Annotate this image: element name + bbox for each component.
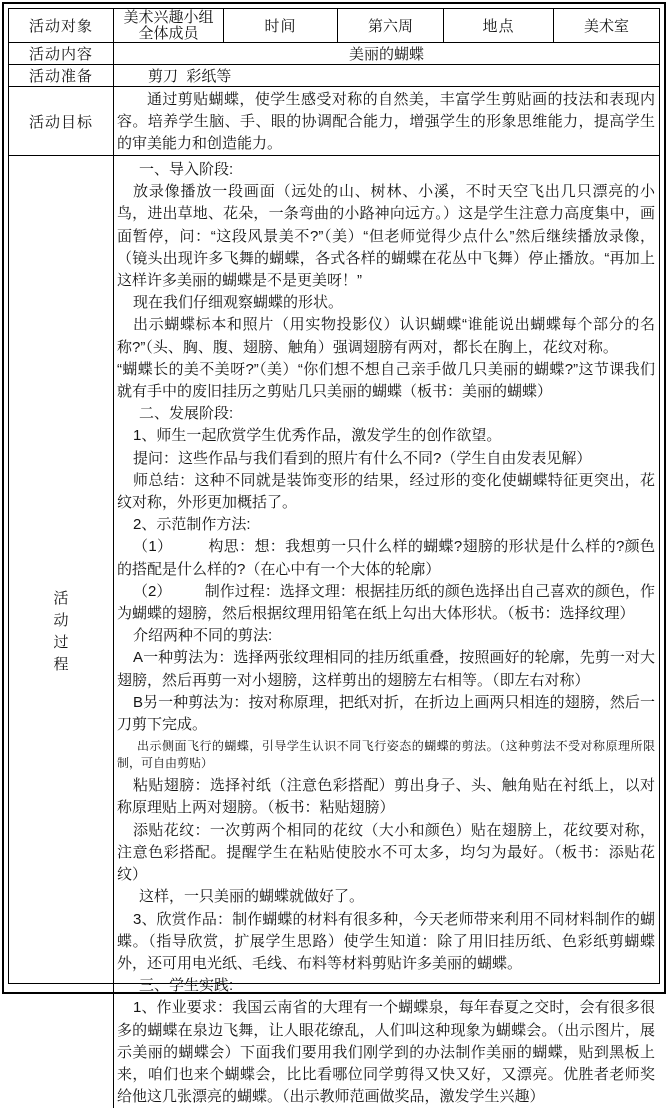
cell-time-label: 时间 [224,9,338,42]
cell-activity-content-label: 活动内容 [9,43,114,64]
cell-activity-target-value [114,87,659,155]
process-paragraph: 粘贴翅膀：选择衬纸（注意色彩搭配）剪出身子、头、触角贴在衬纸上，以对称原理贴上两对翅膀。（板书：粘贴翅膀） [117,777,655,817]
process-paragraph: 现在我们仔细观察蝴蝶的形状。 [133,294,344,312]
process-paragraph: 三、学生实践: [139,977,234,995]
process-paragraph: （1） 构思：想：我想剪一只什么样的蝴蝶?翅膀的形状是什么样的?颜色的搭配是什么样的?（在心中有一个大体的轮廓） [117,538,655,578]
process-paragraph: 二、发展阶段: [139,405,234,423]
cell-place-value: 美术室 [583,18,629,35]
process-paragraphs [114,156,659,1108]
process-paragraph: 出示蝴蝶标本和照片（用实物投影仪）认识蝴蝶“谁能说出蝴蝶每个部分的名称?”（头、胸、腹、翅膀、触角）强调翅膀有两对，都长在胸上，花纹对称。 [117,316,655,356]
process-paragraph: 1、师生一起欣赏学生优秀作品，激发学生的创作欲望。 [133,427,502,445]
activity-target-text: 通过剪贴蝴蝶，使学生感受对称的自然美，丰富学生剪贴画的技法和表现内容。培养学生脑、手、眼的协调配合能力，增强学生的形象思维能力，提高学生的审美能力和创造能力。 [117,91,655,152]
process-paragraph: 2、示范制作方法: [133,516,251,534]
table-row-target [9,87,659,156]
table-row-process [9,156,659,1108]
table-row-prepare [9,65,659,87]
cell-time-value: 第六周 [338,9,444,42]
process-paragraph: 一、导入阶段: [139,161,234,178]
process-label [9,156,114,1108]
process-paragraph: 放录像播放一段画面（远处的山、树林、小溪，不时天空飞出几只漂亮的小鸟，进出草地、花朵，一条弯曲的小路神向远方。）这是学生注意力高度集中，画面暂停，问：“这段风景美不?”（美）“但老师觉得少点什么”然后继续播放录像，（镜头出现许多飞舞的蝴蝶，各式各样的蝴蝶在花丛中飞舞）停止播放。“再加上这样许多美丽的蝴蝶是不是更美呀！” [117,183,655,290]
process-paragraph: 1、作业要求：我国云南省的大理有一个蝴蝶泉，每年春夏之交时，会有很多很多的蝴蝶在泉边飞舞，让人眼花缭乱，人们叫这种现象为蝴蝶会。（出示图片，展示美丽的蝴蝶会）下面我们要用我们刚学到的办法制作美丽的蝴蝶，贴到黑板上来，咱们也来个蝴蝶会，比比看哪位同学剪得又快又好，又漂亮。优胜者老师奖给他这几张漂亮的蝴蝶。（出示教师范画做奖品，激发学生兴趣） [117,999,655,1106]
process-label-char: 活 [53,590,69,608]
process-paragraph: B另一种剪法为：按对称原理，把纸对折，在折边上画两只相连的翅膀，然后一刀剪下完成。 [117,693,655,734]
process-paragraph: 添贴花纹：一次剪两个相同的花纹（大小和颜色）贴在翅膀上，花纹要对称，注意色彩搭配。提醒学生在粘贴使胶水不可太多，均匀为最好。（板书：添贴花纹） [117,821,655,884]
process-paragraph: A一种剪法为：选择两张纹理相同的挂历纸重叠，按照画好的轮廓，先剪一对大翅膀，然后再剪一对小翅膀，这样剪出的翅膀左右相等。（即左右对称） [117,649,655,689]
process-paragraph: （2） 制作过程：选择文理：根据挂历纸的颜色选择出自己喜欢的颜色，作为蝴蝶的翅膀，然后根据纹理用铅笔在纸上勾出大体形状。（板书：选择纹理） [117,582,655,623]
process-paragraph: 师总结：这种不同就是装饰变形的结果，经过形的变化使蝴蝶特征更突出，花纹对称，外形更加概括了。 [117,471,655,512]
cell-activity-prepare-value: 剪刀 彩纸等 [148,68,232,85]
table-row-header [9,9,659,43]
process-paragraph: “蝴蝶长的美不美呀?”（美）“你们想不想自己亲手做几只美丽的蝴蝶?”这节课我们就有手中的废旧挂历之剪贴几只美丽的蝴蝶（板书：美丽的蝴蝶） [117,360,655,401]
cell-activity-object-value: 美术兴趣小组全体成员 [114,9,224,42]
process-paragraph: 介绍两种不同的剪法: [133,627,273,645]
lesson-plan-table [8,8,660,1106]
process-paragraph: 3、欣赏作品：制作蝴蝶的材料有很多种，今天老师带来利用不同材料制作的蝴蝶。（指导欣赏，扩展学生思路）使学生知道：除了用旧挂历纸、色彩纸剪蝴蝶外，还可用电光纸、毛线、布料等材料剪贴许多美丽的蝴蝶。 [117,910,655,972]
cell-place-label: 地点 [444,9,554,42]
cell-activity-content-value: 美丽的蝴蝶 [348,46,424,63]
process-label-char: 动 [53,612,69,630]
process-paragraph: 这样，一只美丽的蝴蝶就做好了。 [139,888,365,906]
cell-activity-prepare-label: 活动准备 [9,65,114,86]
table-row-content [9,43,659,65]
process-label-char: 程 [53,656,69,674]
process-paragraph: 出示侧面飞行的蝴蝶，引导学生认识不同飞行姿态的蝴蝶的剪法。（这种剪法不受对称原理所限制，可自由剪贴） [117,739,655,771]
cell-activity-object-label: 活动对象 [9,9,114,42]
cell-activity-target-label: 活动目标 [9,87,114,155]
process-label-char: 过 [53,634,69,652]
process-paragraph: 提问：这些作品与我们看到的照片有什么不同?（学生自由发表见解） [133,449,592,467]
